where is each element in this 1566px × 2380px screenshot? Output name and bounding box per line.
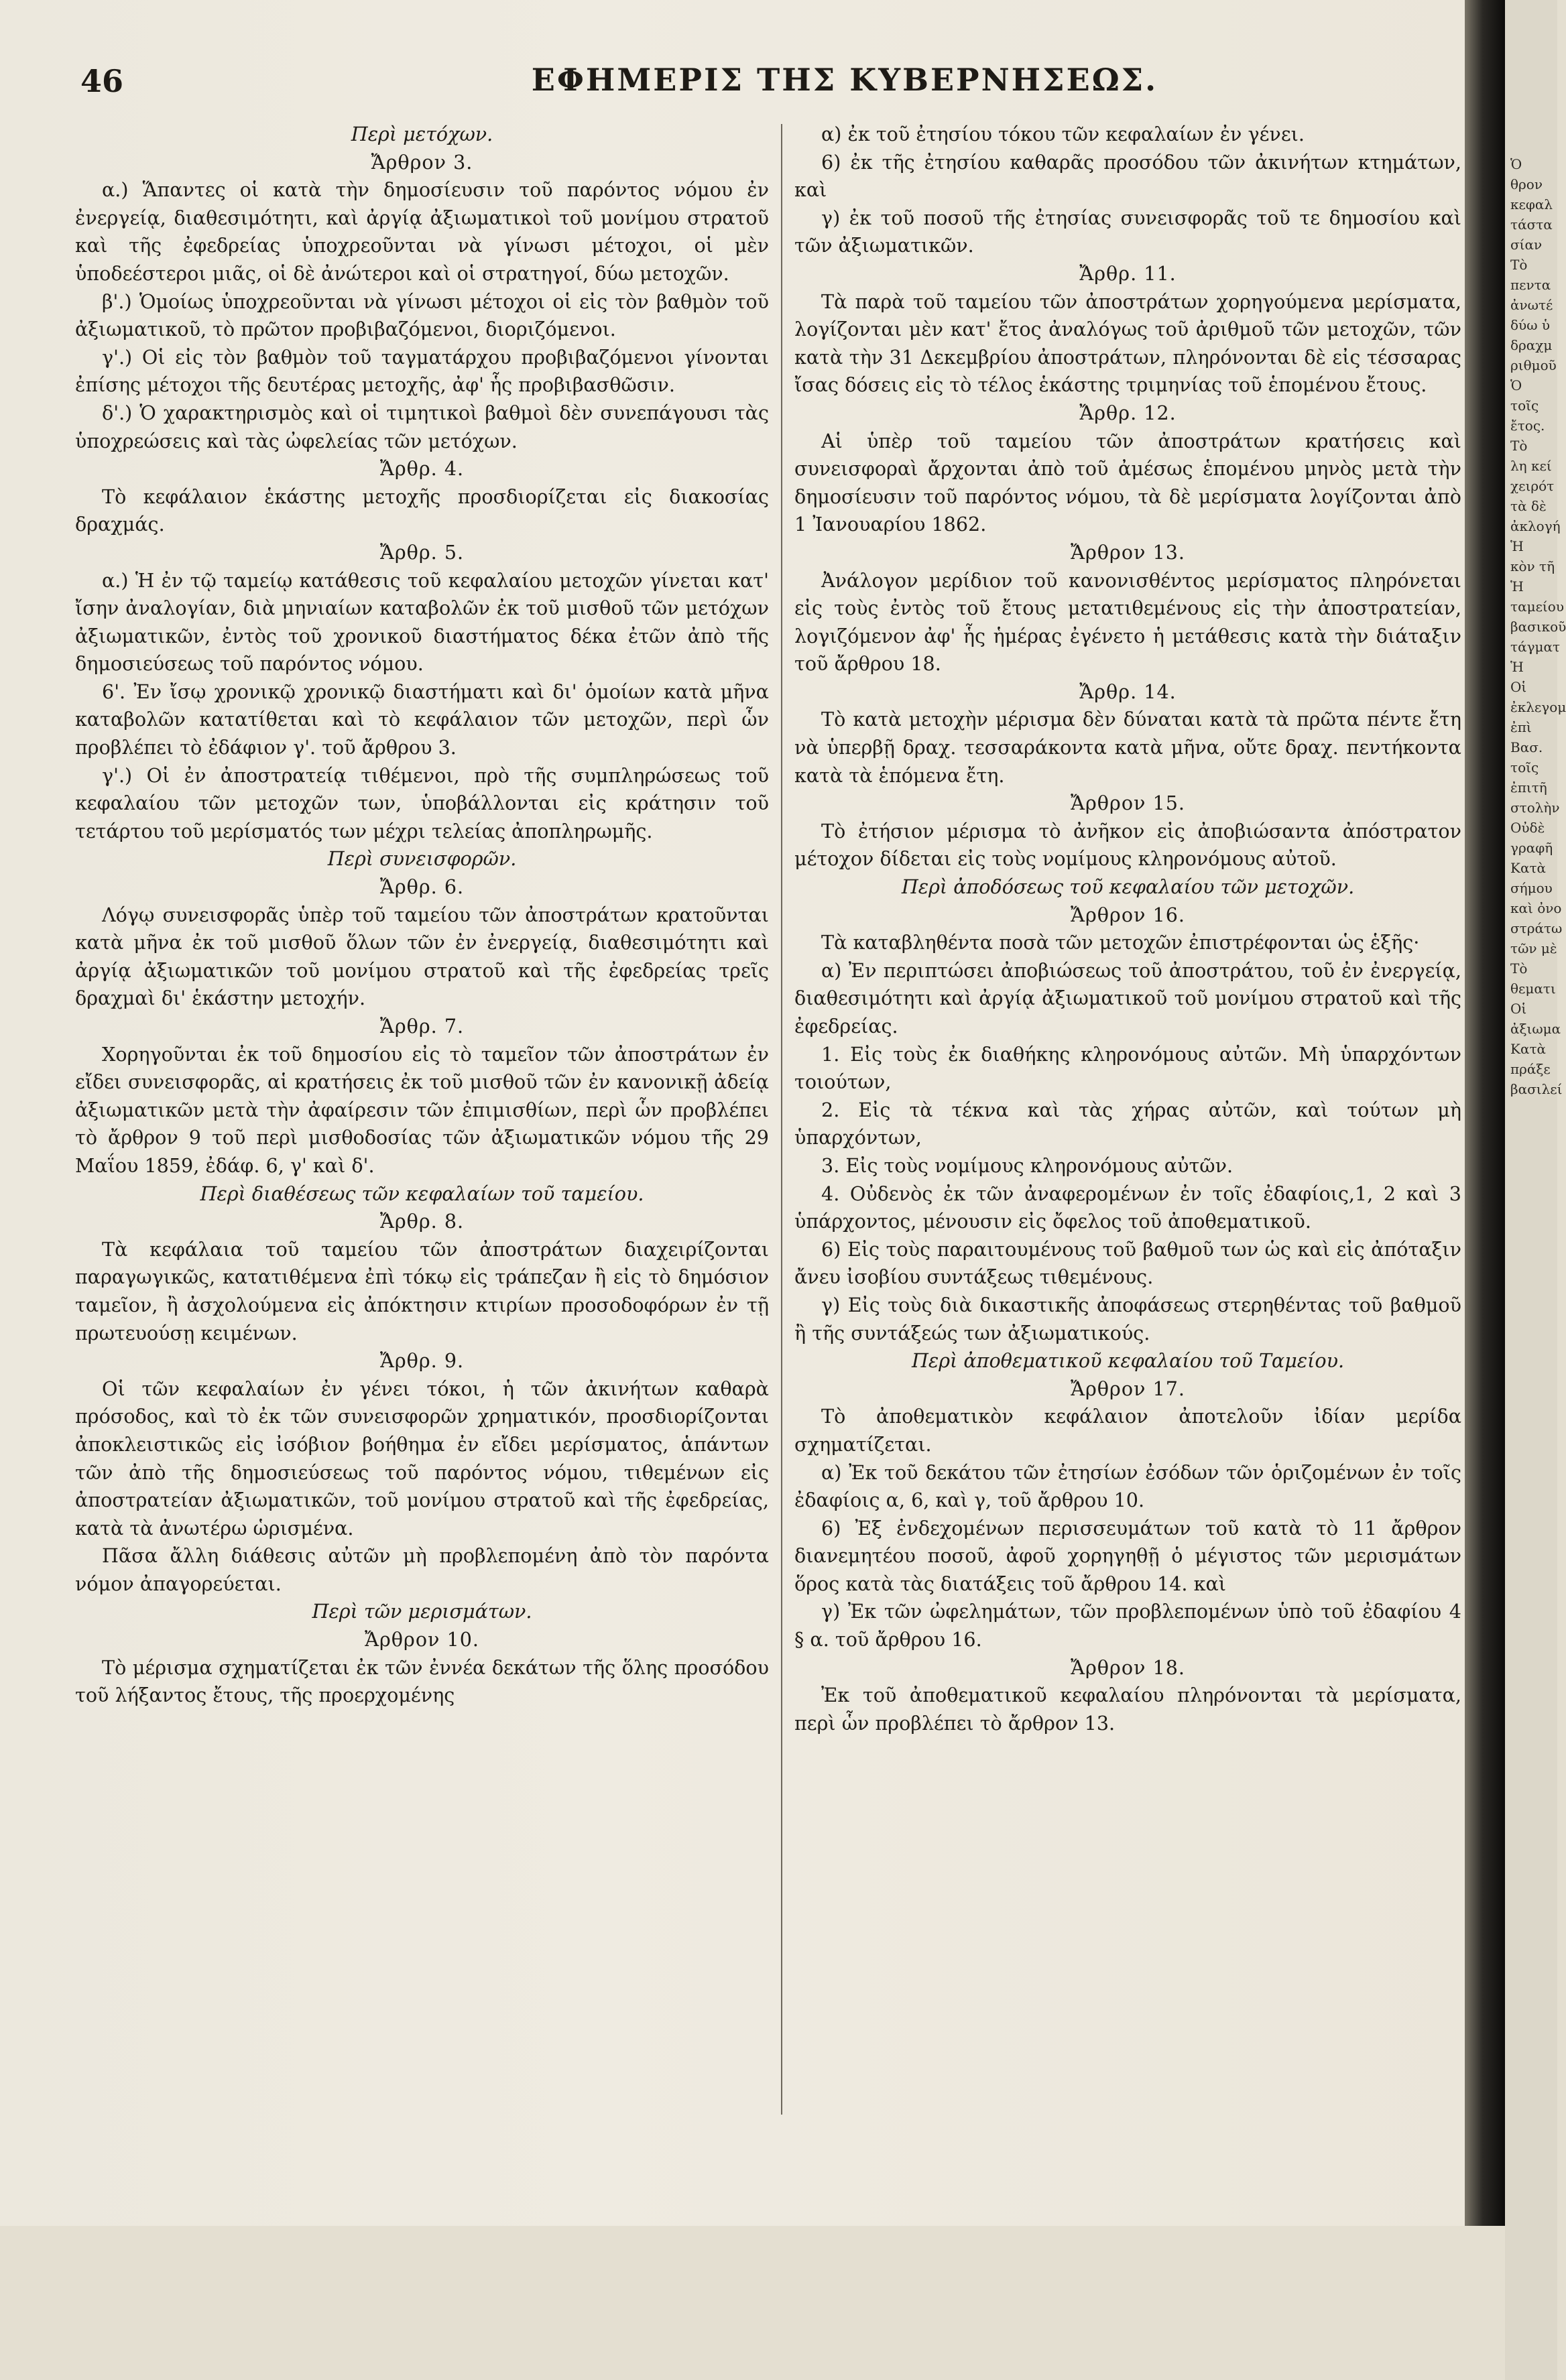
right-paragraph: Ἀνάλογον μερίδιον τοῦ κανονισθέντος μερίσματος πληρόνεται εἰς τοὺς ἐντὸς τοῦ ἔτους μετατιθεμένους εἰς τὴν ἀποστρατείαν, λογιζόμενον ἀφ' ἧς ἡμέρας ἐγένετο ἡ μετάθεσις κατὰ τὴν διάταξιν τοῦ ἄρθρου 18. bbox=[794, 568, 1461, 676]
left-section-heading: Περὶ διαθέσεως τῶν κεφαλαίων τοῦ ταμείου. bbox=[200, 1182, 644, 1205]
right-paragraph: 1. Εἰς τοὺς ἐκ διαθήκης κληρονόμους αὐτῶν. Μὴ ὑπαρχόντων τοιούτων, bbox=[794, 1042, 1461, 1094]
adjacent-page-fragment: στολὴν bbox=[1510, 800, 1560, 816]
right-paragraph: Τὸ ἐτήσιον μέρισμα τὸ ἀνῆκον εἰς ἀποβιώσαντα ἀπόστρατον μέτοχον δίδεται εἰς τοὺς νομίμους κληρονόμους αὐτοῦ. bbox=[794, 819, 1461, 871]
adjacent-page-fragment: σίαν bbox=[1510, 237, 1543, 253]
adjacent-page-fragment: ριθμοῦ bbox=[1510, 357, 1557, 373]
right-paragraph: Ἐκ τοῦ ἀποθεματικοῦ κεφαλαίου πληρόνονται τὰ μερίσματα, περὶ ὧν προβλέπει τὸ ἄρθρον 13. bbox=[794, 1684, 1461, 1735]
adjacent-page-fragment: τάστα bbox=[1510, 216, 1553, 233]
adjacent-page-fragment: Τὸ bbox=[1510, 438, 1528, 454]
right-paragraph: Τὰ καταβληθέντα ποσὰ τῶν μετοχῶν ἐπιστρέφονται ὡς ἑξῆς· bbox=[821, 931, 1420, 954]
adjacent-page-fragment: τάγματ bbox=[1510, 639, 1561, 655]
left-article-heading: Ἄρθρ. 4. bbox=[379, 457, 465, 481]
adjacent-page-fragment: ἐκλεγομ bbox=[1510, 699, 1566, 715]
right-article-heading: Ἄρθρον 15. bbox=[1071, 792, 1185, 815]
adjacent-page-fragment: βασικοῦ bbox=[1510, 619, 1566, 635]
adjacent-page-fragment: τοῖς bbox=[1510, 397, 1539, 414]
left-article-heading: Ἄρθρ. 7. bbox=[379, 1015, 465, 1038]
right-paragraph: γ) ἐκ τοῦ ποσοῦ τῆς ἐτησίας συνεισφορᾶς τοῦ τε δημοσίου καὶ τῶν ἀξιωματικῶν. bbox=[794, 206, 1461, 257]
adjacent-page-fragment: σήμου bbox=[1510, 880, 1553, 896]
adjacent-page-fragment: Οὐδὲ bbox=[1510, 820, 1545, 836]
right-paragraph: 6) Ἐξ ἐνδεχομένων περισσευμάτων τοῦ κατὰ τὸ 11 ἄρθρον διανεμητέου ποσοῦ, ἀφοῦ χορηγηθῇ ὁ μέγιστος τῶν μερισμάτων ὅρος κατὰ τὰς διατάξεις τοῦ ἄρθρου 14. καὶ bbox=[794, 1516, 1461, 1595]
adjacent-page-fragment: Οἱ bbox=[1510, 1001, 1527, 1017]
adjacent-page-fragment: Ὁ bbox=[1510, 156, 1522, 172]
adjacent-page-fragment: ἀξιωμα bbox=[1510, 1021, 1561, 1037]
right-article-heading: Ἄρθρ. 12. bbox=[1079, 401, 1177, 424]
adjacent-page-fragment: τῶν μὲ bbox=[1510, 940, 1557, 956]
adjacent-page-fragment: θρον bbox=[1510, 176, 1543, 192]
right-paragraph: α) Ἐκ τοῦ δεκάτου τῶν ἐτησίων ἐσόδων τῶν ὁριζομένων ἐν τοῖς ἐδαφίοις α, 6, καὶ γ, τοῦ ἄρθρου 10. bbox=[794, 1460, 1461, 1512]
adjacent-page-fragment: ἔτος. bbox=[1510, 418, 1545, 434]
adjacent-page-fragment: Ἡ bbox=[1510, 538, 1524, 554]
right-article-heading: Ἄρθρ. 11. bbox=[1079, 261, 1177, 285]
adjacent-page-fragment: Κατὰ bbox=[1510, 860, 1547, 876]
right-paragraph: 6) ἐκ τῆς ἐτησίου καθαρᾶς προσόδου τῶν ἀκινήτων κτημάτων, καὶ bbox=[794, 150, 1461, 202]
right-paragraph: γ) Εἰς τοὺς διὰ δικαστικῆς ἀποφάσεως στερηθέντας τοῦ βαθμοῦ ἢ τῆς συντάξεώς των ἀξιωματικούς. bbox=[794, 1293, 1461, 1344]
adjacent-page-fragment: τοῖς bbox=[1510, 759, 1539, 775]
page-header bbox=[74, 59, 1441, 107]
left-article-heading: Ἄρθρον 3. bbox=[371, 150, 473, 174]
left-paragraph: δ'.) Ὁ χαρακτηρισμὸς καὶ οἱ τιμητικοὶ βαθμοὶ δὲν συνεπάγουσι τὰς ὑποχρεώσεις καὶ τὰς ὠφελείας τῶν μετόχων. bbox=[75, 401, 769, 452]
right-paragraph: α) Ἐν περιπτώσει ἀποβιώσεως τοῦ ἀποστράτου, τοῦ ἐν ἐνεργείᾳ, διαθεσιμότητι καὶ ἀργίᾳ ἀξιωματικοῦ τοῦ μονίμου στρατοῦ καὶ τῆς ἐφεδρείας. bbox=[794, 958, 1461, 1038]
adjacent-page-fragment: πεντα bbox=[1510, 277, 1551, 293]
adjacent-page-fragment: Οἱ bbox=[1510, 679, 1527, 695]
adjacent-page-fragment: καὶ ὀνο bbox=[1510, 900, 1562, 916]
adjacent-page-fragment: στράτω bbox=[1510, 920, 1563, 936]
left-article-heading: Ἄρθρ. 6. bbox=[379, 875, 465, 899]
left-article-heading: Ἄρθρ. 8. bbox=[379, 1210, 465, 1233]
left-paragraph: α.) Ἡ ἐν τῷ ταμείῳ κατάθεσις τοῦ κεφαλαίου μετοχῶν γίνεται κατ' ἴσην ἀναλογίαν, διὰ μηνιαίων καταβολῶν ἐκ τοῦ μισθοῦ τῶν μετόχων ἀξιωματικῶν, ἐντὸς τοῦ χρονικοῦ διαστήματος δέκα ἐτῶν ἀπὸ τῆς δημοσιεύσεως τοῦ παρόντος νόμου. bbox=[75, 568, 769, 676]
adjacent-page-fragment: γραφῆ bbox=[1510, 840, 1553, 856]
adjacent-page-fragment: δραχμ bbox=[1510, 337, 1553, 353]
right-section-heading: Περὶ ἀποδόσεως τοῦ κεφαλαίου τῶν μετοχῶν. bbox=[901, 875, 1355, 899]
right-paragraph: γ) Ἐκ τῶν ὠφελημάτων, τῶν προβλεπομένων ὑπὸ τοῦ ἐδαφίου 4 § α. τοῦ ἄρθρου 16. bbox=[794, 1600, 1461, 1651]
adjacent-page-fragment: Τὸ bbox=[1510, 257, 1528, 273]
adjacent-page-fragment: Βασ. bbox=[1510, 739, 1543, 755]
column-divider bbox=[781, 124, 782, 2115]
right-article-heading: Ἄρθρον 13. bbox=[1071, 540, 1185, 564]
left-section-heading: Περὶ μετόχων. bbox=[351, 123, 493, 145]
left-paragraph: β'.) Ὁμοίως ὑποχρεοῦνται νὰ γίνωσι μέτοχοι οἱ εἰς τὸν βαθμὸν τοῦ ἀξιωματικοῦ, τὸ πρῶτον προβιβαζόμενοι, διοριζόμενοι. bbox=[75, 290, 769, 341]
adjacent-page-edge bbox=[1505, 0, 1566, 2380]
left-paragraph: Τὸ μέρισμα σχηματίζεται ἐκ τῶν ἐννέα δεκάτων τῆς ὅλης προσόδου τοῦ λήξαντος ἔτους, τῆς προερχομένης bbox=[75, 1655, 769, 1707]
right-paragraph: Τὸ ἀποθεματικὸν κεφάλαιον ἀποτελοῦν ἰδίαν μερίδα σχηματίζεται. bbox=[794, 1405, 1461, 1456]
right-article-heading: Ἄρθρον 16. bbox=[1071, 903, 1185, 926]
adjacent-page-fragment: κεφαλ bbox=[1510, 196, 1553, 212]
right-paragraph: 2. Εἰς τὰ τέκνα καὶ τὰς χήρας αὐτῶν, καὶ τούτων μὴ ὑπαρχόντων, bbox=[794, 1098, 1461, 1149]
left-paragraph: Λόγῳ συνεισφορᾶς ὑπὲρ τοῦ ταμείου τῶν ἀποστράτων κρατοῦνται κατὰ μῆνα ἐκ τοῦ μισθοῦ ὅλων τῶν ἐν ἐνεργείᾳ, διαθεσιμότητι καὶ ἀργίᾳ ἀξιωματικῶν τοῦ μονίμου στρατοῦ καὶ τῆς ἐφεδρείας τρεῖς δραχμαὶ δι' ἑκάστην μετοχήν. bbox=[75, 903, 769, 1010]
adjacent-page-fragment: Τὸ bbox=[1510, 960, 1528, 977]
right-article-heading: Ἄρθρον 17. bbox=[1071, 1377, 1185, 1400]
right-paragraph: 6) Εἰς τοὺς παραιτουμένους τοῦ βαθμοῦ των ὡς καὶ εἰς ἀπόταξιν ἄνευ ἰσοβίου συντάξεως τιθεμένους. bbox=[794, 1237, 1461, 1289]
adjacent-page-fragment: Ὁ bbox=[1510, 377, 1522, 393]
left-paragraph: Πᾶσα ἄλλη διάθεσις αὐτῶν μὴ προβλεπομένη ἀπὸ τὸν παρόντα νόμον ἀπαγορεύεται. bbox=[75, 1544, 769, 1595]
adjacent-page-fragment: θεματι bbox=[1510, 981, 1556, 997]
right-article-heading: Ἄρθρον 18. bbox=[1071, 1655, 1185, 1679]
left-paragraph: 6'. Ἐν ἴσῳ χρονικῷ χρονικῷ διαστήματι καὶ δι' ὁμοίων κατὰ μῆνα καταβολῶν κατατίθεται καὶ τὸ κεφάλαιον τῶν μετοχῶν, περὶ ὧν προβλέπει τὸ ἐδάφιον γ'. τοῦ ἄρθρου 3. bbox=[75, 680, 769, 759]
left-paragraph: Τὸ κεφάλαιον ἑκάστης μετοχῆς προσδιορίζεται εἰς διακοσίας δραχμάς. bbox=[75, 485, 769, 536]
right-paragraph: α) ἐκ τοῦ ἐτησίου τόκου τῶν κεφαλαίων ἐν γένει. bbox=[821, 123, 1305, 145]
adjacent-page-fragment: βασιλεί bbox=[1510, 1081, 1563, 1097]
left-article-heading: Ἄρθρ. 5. bbox=[379, 540, 465, 564]
left-column bbox=[75, 121, 769, 1710]
left-paragraph: Τὰ κεφάλαια τοῦ ταμείου τῶν ἀποστράτων διαχειρίζονται παραγωγικῶς, κατατιθέμενα ἐπὶ τόκῳ εἰς τράπεζαν ἢ εἰς τὸ δημόσιον ταμεῖον, ἢ ἀσχολούμενα εἰς ἀπόκτησιν κτιρίων προσοδοφόρων ἐν τῇ πρωτευούσῃ κειμένων. bbox=[75, 1237, 769, 1344]
page-number: 46 bbox=[80, 63, 124, 99]
right-paragraph: 4. Οὐδενὸς ἐκ τῶν ἀναφερομένων ἐν τοῖς ἐδαφίοις,1, 2 καὶ 3 ὑπάρχοντος, μένουσιν εἰς ὄφελος τοῦ ἀποθεματικοῦ. bbox=[794, 1182, 1461, 1233]
adjacent-page-fragment: λη κεί bbox=[1510, 458, 1552, 474]
right-paragraph: Τὸ κατὰ μετοχὴν μέρισμα δὲν δύναται κατὰ τὰ πρῶτα πέντε ἔτη νὰ ὑπερβῇ δραχ. τεσσαράκοντα κατὰ μῆνα, οὔτε δραχ. πεντήκοντα κατὰ τὰ ἑπόμενα ἔτη. bbox=[794, 708, 1461, 787]
adjacent-page-fragment: τὰ δὲ bbox=[1510, 498, 1547, 514]
adjacent-page-fragment: ἐπὶ bbox=[1510, 719, 1532, 735]
left-section-heading: Περὶ τῶν μερισμάτων. bbox=[312, 1600, 532, 1623]
adjacent-page-fragment: ἀκλογή bbox=[1510, 518, 1561, 534]
right-paragraph: Τὰ παρὰ τοῦ ταμείου τῶν ἀποστράτων χορηγούμενα μερίσματα, λογίζονται μὲν κατ' ἔτος ἀναλόγως τοῦ ἀριθμοῦ τῶν μετοχῶν, τῶν κατὰ τὴν 31 Δεκεμβρίου ἀποστράτων, πληρόνονται δὲ εἰς τέσσαρας ἴσας δόσεις εἰς τὸ τέλος ἑκάστης τριμηνίας τοῦ ἑπομένου ἔτους. bbox=[794, 290, 1461, 397]
left-paragraph: α.) Ἅπαντες οἱ κατὰ τὴν δημοσίευσιν τοῦ παρόντος νόμου ἐν ἐνεργείᾳ, διαθεσιμότητι, καὶ ἀργίᾳ ἀξιωματικοὶ τοῦ μονίμου στρατοῦ καὶ τῆς ἐφεδρείας ὑποχρεοῦνται νὰ γίνωσι μέτοχοι, οἱ μὲν ὑποδεέστεροι μιᾶς, οἱ δὲ ἀνώτεροι καὶ οἱ στρατηγοί, δύω μετοχῶν. bbox=[75, 178, 769, 285]
left-paragraph: Χορηγοῦνται ἐκ τοῦ δημοσίου εἰς τὸ ταμεῖον τῶν ἀποστράτων ἐν εἴδει συνεισφορᾶς, αἱ κρατήσεις ἐκ τοῦ μισθοῦ τῶν ἐν κανονικῇ ἀδείᾳ ἀξιωματικῶν μετὰ τὴν ἀφαίρεσιν τῶν ἐπιμισθίων, περὶ ὧν προβλέπει τὸ ἄρθρον 9 τοῦ περὶ μισθοδοσίας τῶν ἀξιωματικῶν νόμου τῆς 29 Μαΐου 1859, ἐδάφ. 6, γ' καὶ δ'. bbox=[75, 1042, 769, 1177]
adjacent-page-fragment: Ἡ bbox=[1510, 659, 1524, 675]
right-section-heading: Περὶ ἀποθεματικοῦ κεφαλαίου τοῦ Ταμείου. bbox=[911, 1349, 1345, 1373]
adjacent-page-fragment: κὸν τῆ bbox=[1510, 558, 1555, 574]
adjacent-page-fragment: Κατὰ bbox=[1510, 1041, 1547, 1057]
left-paragraph: γ'.) Οἱ ἐν ἀποστρατείᾳ τιθέμενοι, πρὸ τῆς συμπληρώσεως τοῦ κεφαλαίου τῶν μετοχῶν των, ὑποβάλλονται εἰς κράτησιν τοῦ τετάρτου τοῦ μερίσματός των μέχρι τελείας ἀποπληρωμῆς. bbox=[75, 763, 769, 842]
adjacent-page-fragment: πράξε bbox=[1510, 1061, 1551, 1077]
adjacent-page-fragment: χειρότ bbox=[1510, 478, 1555, 494]
adjacent-page-fragment: ταμείου bbox=[1510, 599, 1564, 615]
adjacent-page-fragment: ἀνωτέ bbox=[1510, 297, 1553, 313]
left-section-heading: Περὶ συνεισφορῶν. bbox=[327, 847, 517, 871]
left-article-heading: Ἄρθρον 10. bbox=[365, 1628, 479, 1651]
right-column bbox=[794, 121, 1461, 1737]
book-spine bbox=[1465, 0, 1505, 2226]
running-head: ΕΦΗΜΕΡΙΣ ΤΗΣ ΚΥΒΕΡΝΗΣΕΩΣ. bbox=[531, 62, 1158, 98]
left-paragraph: γ'.) Οἱ εἰς τὸν βαθμὸν τοῦ ταγματάρχου προβιβαζόμενοι γίνονται ἐπίσης μέτοχοι τῆς δευτέρας μετοχῆς, ἀφ' ἧς προβιβασθῶσιν. bbox=[75, 345, 769, 397]
left-article-heading: Ἄρθρ. 9. bbox=[379, 1349, 465, 1373]
right-paragraph: Αἱ ὑπὲρ τοῦ ταμείου τῶν ἀποστράτων κρατήσεις καὶ συνεισφοραὶ ἄρχονται ἀπὸ τοῦ ἀμέσως ἑπομένου μηνὸς μετὰ τὴν δημοσίευσιν τοῦ παρόντος νόμου, τὰ δὲ μερίσματα λογίζονται ἀπὸ 1 Ἰανουαρίου 1862. bbox=[794, 429, 1461, 536]
adjacent-page-fragment: δύω ὑ bbox=[1510, 317, 1551, 333]
right-paragraph: 3. Εἰς τοὺς νομίμους κληρονόμους αὐτῶν. bbox=[821, 1153, 1233, 1177]
right-article-heading: Ἄρθρ. 14. bbox=[1079, 680, 1177, 703]
adjacent-page-fragment: ἐπιτῆ bbox=[1510, 779, 1547, 796]
adjacent-page-fragment: Ἡ bbox=[1510, 578, 1524, 594]
left-paragraph: Οἱ τῶν κεφαλαίων ἐν γένει τόκοι, ἡ τῶν ἀκινήτων καθαρὰ πρόσοδος, καὶ τὸ ἐκ τῶν συνεισφορῶν χρηματικόν, προσδιορίζονται ἀποκλειστικῶς εἰς ἰσόβιον βοήθημα ἐν εἴδει μερίσματος, ἁπάντων τῶν ἀπὸ τῆς δημοσιεύσεως τοῦ παρόντος νόμου, τιθεμένων εἰς ἀποστρατείαν ἀξιωματικῶν, τοῦ μονίμου στρατοῦ καὶ τῆς ἐφεδρείας, κατὰ τὰ ἀνωτέρω ὡρισμένα. bbox=[75, 1377, 769, 1540]
